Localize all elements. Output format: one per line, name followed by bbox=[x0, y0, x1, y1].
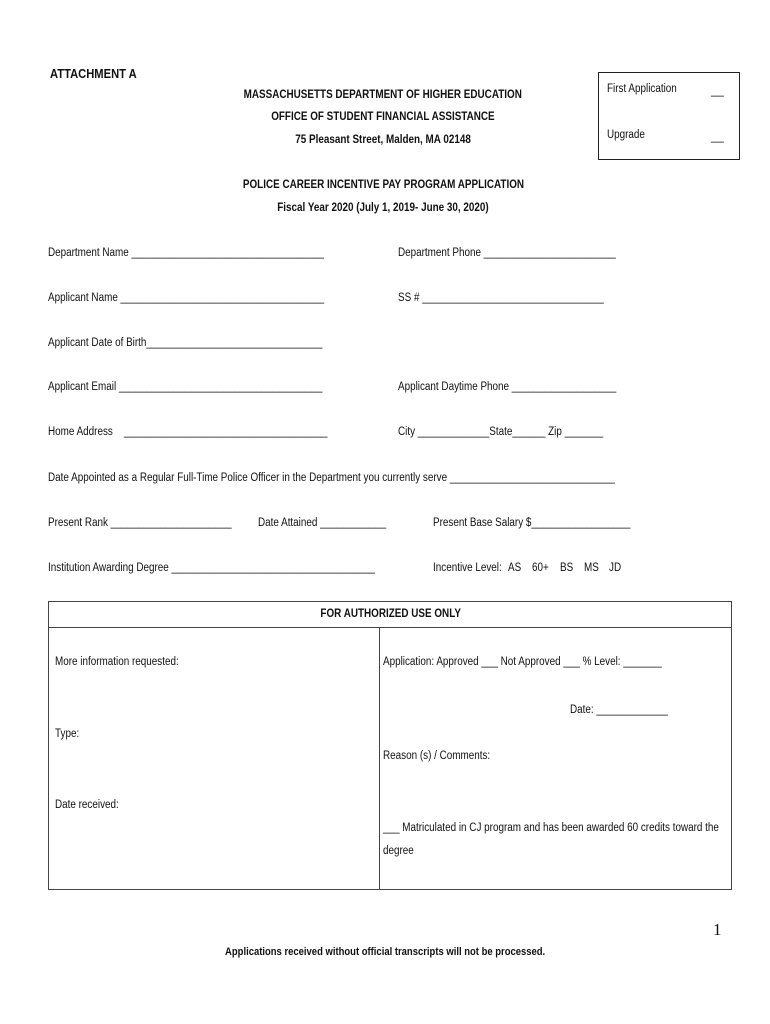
incentive-option-ms[interactable]: MS bbox=[584, 562, 599, 574]
footer-note: Applications received without official transcripts will not be processed. bbox=[224, 946, 546, 958]
date-of-birth-field[interactable]: Applicant Date of Birth________________________________ bbox=[48, 337, 323, 349]
incentive-option-jd[interactable]: JD bbox=[609, 562, 622, 574]
home-address-field[interactable]: Home Address _____________________________________ bbox=[48, 426, 328, 438]
reason-comments-label: Reason (s) / Comments: bbox=[383, 750, 491, 762]
type-label: Type: bbox=[55, 728, 80, 740]
form-title: POLICE CAREER INCENTIVE PAY PROGRAM APPLICATION bbox=[242, 179, 524, 191]
department-phone-field[interactable]: Department Phone ________________________ bbox=[398, 247, 616, 259]
base-salary-field[interactable]: Present Base Salary $__________________ bbox=[433, 517, 631, 529]
header-department: MASSACHUSETTS DEPARTMENT OF HIGHER EDUCATION bbox=[243, 89, 523, 101]
application-status-field[interactable]: Application: Approved ___ Not Approved ___ % Level: _______ bbox=[383, 656, 662, 668]
department-name-field[interactable]: Department Name ___________________________________ bbox=[48, 247, 325, 259]
upgrade-checkbox[interactable]: __ bbox=[711, 131, 724, 143]
authorized-use-header bbox=[49, 602, 731, 628]
institution-field[interactable]: Institution Awarding Degree _____________________________________ bbox=[48, 562, 376, 574]
incentive-option-as[interactable]: AS bbox=[508, 562, 522, 574]
table-divider bbox=[379, 627, 380, 890]
authorized-use-title: FOR AUTHORIZED USE ONLY bbox=[320, 608, 462, 620]
matriculated-continuation: degree bbox=[383, 845, 414, 857]
incentive-level-label: Incentive Level: bbox=[433, 562, 502, 574]
application-type-box bbox=[598, 72, 740, 160]
authorized-use-table bbox=[48, 601, 732, 890]
attachment-label: ATTACHMENT A bbox=[50, 66, 137, 81]
city-state-zip-field[interactable]: City _____________State______ Zip _______ bbox=[398, 426, 604, 438]
more-info-label: More information requested: bbox=[55, 656, 179, 668]
email-field[interactable]: Applicant Email _____________________________________ bbox=[48, 381, 323, 393]
applicant-name-field[interactable]: Applicant Name _____________________________________ bbox=[48, 292, 325, 304]
first-application-checkbox[interactable]: __ bbox=[711, 85, 724, 97]
incentive-option-bs[interactable]: BS bbox=[560, 562, 574, 574]
date-attained-field[interactable]: Date Attained ____________ bbox=[258, 517, 387, 529]
incentive-option-60plus[interactable]: 60+ bbox=[532, 562, 549, 574]
page-number: 1 bbox=[713, 920, 722, 939]
header-office: OFFICE OF STUDENT FINANCIAL ASSISTANCE bbox=[271, 111, 495, 123]
ss-field[interactable]: SS # _________________________________ bbox=[398, 292, 604, 304]
fiscal-year: Fiscal Year 2020 (July 1, 2019- June 30, 2020) bbox=[277, 202, 489, 214]
header-address: 75 Pleasant Street, Malden, MA 02148 bbox=[295, 134, 471, 146]
approval-date-field[interactable]: Date: _____________ bbox=[570, 704, 668, 716]
matriculated-checkbox[interactable]: ___ Matriculated in CJ program and has been awarded 60 credits toward the bbox=[383, 822, 719, 834]
present-rank-field[interactable]: Present Rank ______________________ bbox=[48, 517, 232, 529]
date-received-label: Date received: bbox=[55, 799, 119, 811]
daytime-phone-field[interactable]: Applicant Daytime Phone ___________________ bbox=[398, 381, 617, 393]
first-application-label: First Application bbox=[607, 83, 677, 95]
upgrade-label: Upgrade bbox=[607, 129, 645, 141]
date-appointed-field[interactable]: Date Appointed as a Regular Full-Time Police Officer in the Department you currently serve ______________________________ bbox=[48, 472, 615, 484]
